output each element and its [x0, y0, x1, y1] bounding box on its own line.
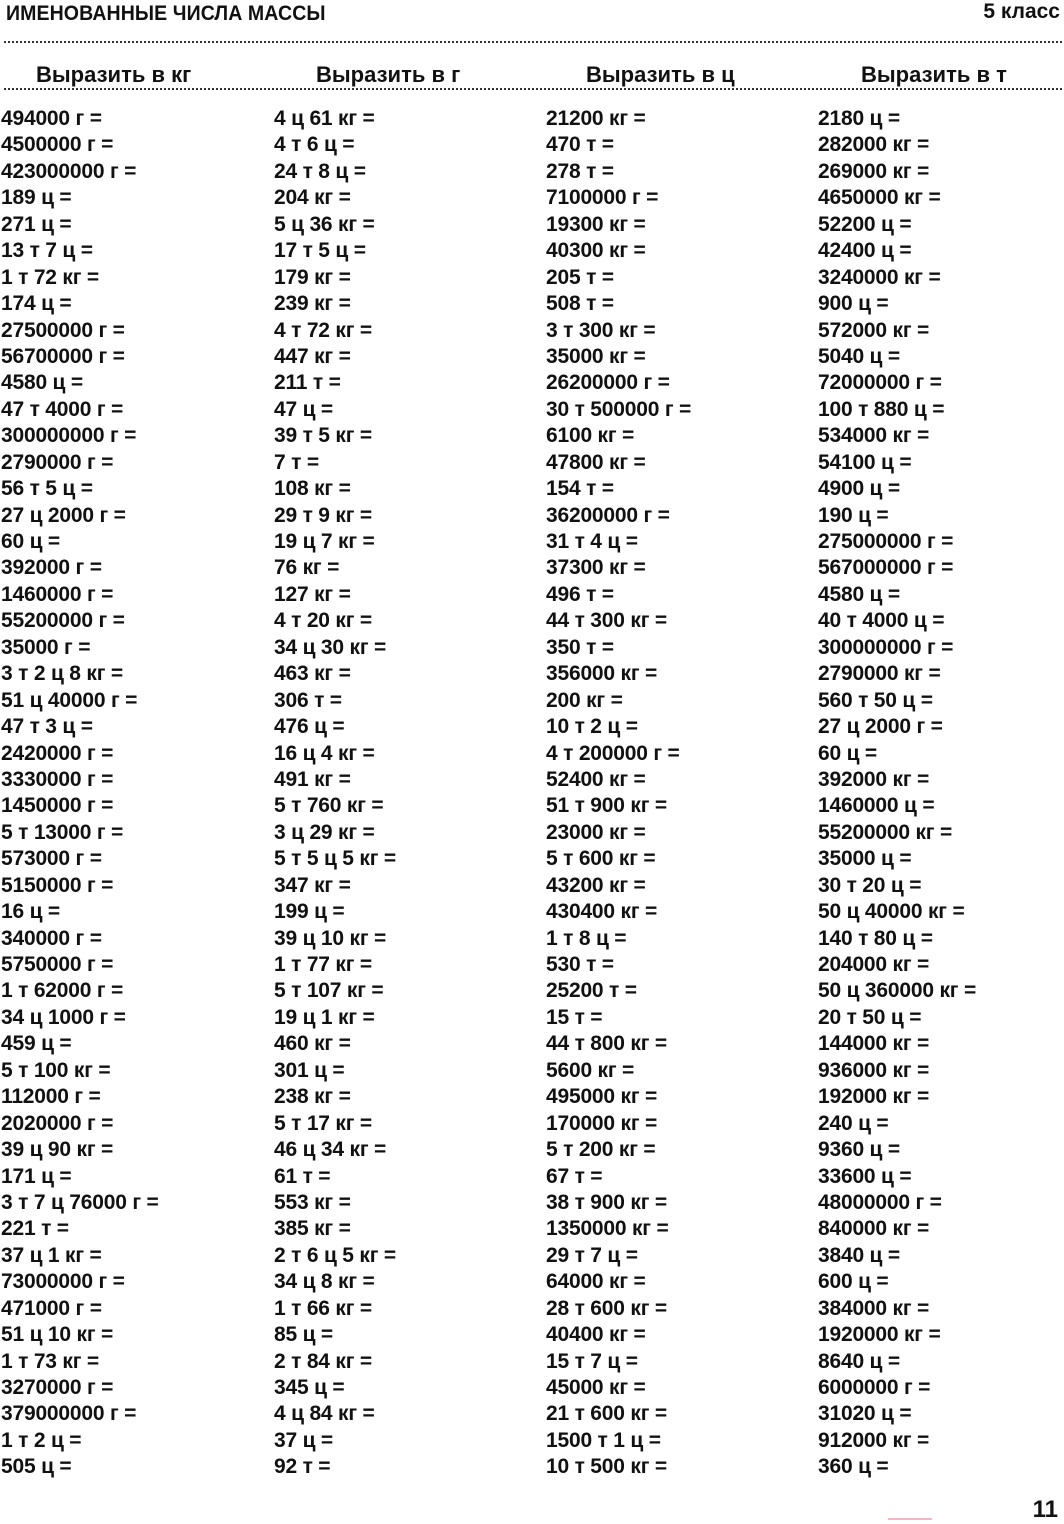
exercise-item: 5040 ц = [818, 344, 900, 368]
exercise-item: 900 ц = [818, 292, 889, 316]
exercise-item: 567000000 г = [818, 556, 954, 580]
exercise-item: 1 т 62000 г = [1, 979, 124, 1003]
exercise-item: 200 кг = [546, 688, 623, 712]
exercise-item: 15 т 7 ц = [546, 1349, 638, 1373]
exercise-item: 43200 кг = [546, 873, 646, 897]
exercise-item: 2790000 кг = [818, 662, 941, 686]
exercise-item: 238 кг = [274, 1085, 351, 1109]
exercise-item: 345 ц = [274, 1376, 345, 1399]
exercise-item: 51 ц 40000 г = [1, 688, 138, 712]
exercise-item: 48000000 г = [818, 1190, 942, 1214]
exercise-item: 52400 кг = [546, 767, 646, 791]
exercise-item: 64000 кг = [546, 1270, 646, 1294]
exercise-item: 51 ц 10 кг = [1, 1323, 114, 1347]
exercise-item: 496 т = [546, 582, 614, 606]
exercise-item: 39 ц 10 кг = [274, 926, 387, 950]
exercise-item: 29 т 7 ц = [546, 1243, 638, 1267]
exercise-item: 179 кг = [274, 265, 351, 289]
exercise-item: 92 т = [274, 1455, 331, 1479]
exercise-item: 4 т 20 кг = [274, 609, 372, 633]
exercise-item: 4 т 72 кг = [274, 318, 372, 342]
exercise-item: 34 ц 1000 г = [1, 1005, 126, 1029]
exercise-item: 2020000 г = [1, 1111, 114, 1135]
exercise-item: 350 т = [546, 635, 614, 659]
exercise-item: 2180 ц = [818, 107, 900, 130]
exercise-item: 5 т 200 кг = [546, 1138, 656, 1162]
exercise-item: 5150000 г = [1, 873, 114, 897]
exercise-item: 17 т 5 ц = [274, 239, 366, 263]
exercise-item: 44 т 800 кг = [546, 1032, 667, 1056]
exercise-item: 476 ц = [274, 715, 345, 739]
exercise-item: 10 т 2 ц = [546, 715, 638, 739]
exercise-item: 5750000 г = [1, 953, 114, 976]
exercise-item: 239 кг = [274, 292, 351, 316]
column-headers [0, 62, 1064, 90]
exercise-item: 1 т 77 кг = [274, 953, 372, 976]
exercise-item: 6000000 г = [818, 1376, 931, 1399]
exercise-item: 27500000 г = [1, 318, 125, 342]
exercise-item: 174 ц = [1, 292, 72, 316]
exercise-item: 4580 ц = [818, 582, 900, 606]
exercise-item: 2 т 84 кг = [274, 1349, 372, 1373]
exercise-item: 40400 кг = [546, 1323, 646, 1347]
exercise-item: 76 кг = [274, 556, 340, 580]
exercise-item: 3270000 г = [1, 1376, 114, 1399]
exercise-item: 530 т = [546, 953, 614, 976]
exercise-item: 16 ц = [1, 900, 61, 924]
exercise-item: 3 т 7 ц 76000 г = [1, 1190, 159, 1214]
exercise-item: 144000 кг = [818, 1032, 930, 1056]
exercise-item: 5 т 600 кг = [546, 847, 656, 871]
exercise-item: 47 т 3 ц = [1, 715, 93, 739]
exercise-item: 221 т = [1, 1217, 69, 1241]
exercise-item: 72000000 г = [818, 371, 942, 395]
exercise-item: 39 т 5 кг = [274, 424, 372, 448]
exercise-item: 73000000 г = [1, 1270, 125, 1294]
exercise-item: 192000 кг = [818, 1085, 930, 1109]
exercise-item: 37 ц 1 кг = [1, 1243, 102, 1267]
exercise-item: 21200 кг = [546, 107, 646, 130]
column-heading-g: Выразить в г [316, 62, 461, 87]
exercise-item: 3 ц 29 кг = [274, 820, 375, 844]
exercise-item: 1 т 73 кг = [1, 1349, 99, 1373]
exercise-item: 140 т 80 ц = [818, 926, 933, 950]
exercise-item: 33600 ц = [818, 1164, 912, 1188]
column-t [818, 106, 1064, 1481]
exercise-item: 356000 кг = [546, 662, 658, 686]
exercise-item: 447 кг = [274, 344, 351, 368]
exercise-item: 300000000 г = [818, 635, 954, 659]
exercise-item: 7100000 г = [546, 186, 659, 210]
exercise-item: 39 ц 90 кг = [1, 1138, 114, 1162]
exercise-item: 40300 кг = [546, 239, 646, 263]
exercise-item: 60 ц = [818, 741, 878, 765]
page-header [0, 0, 1064, 34]
exercise-item: 54100 ц = [818, 450, 912, 474]
column-c [546, 106, 816, 1481]
exercise-item: 34 ц 30 кг = [274, 635, 387, 659]
exercise-item: 4900 ц = [818, 477, 900, 501]
exercise-item: 47 т 4000 г = [1, 397, 124, 421]
exercise-item: 5 т 100 кг = [1, 1058, 111, 1082]
grade-label: 5 класс [983, 0, 1060, 23]
exercise-item: 56 т 5 ц = [1, 477, 93, 501]
exercise-item: 19 ц 1 кг = [274, 1005, 375, 1029]
exercise-item: 45000 кг = [546, 1376, 646, 1399]
exercise-item: 2420000 г = [1, 741, 114, 765]
column-heading-c: Выразить в ц [586, 62, 735, 87]
exercise-item: 4 ц 84 кг = [274, 1402, 375, 1426]
exercise-item: 190 ц = [818, 503, 889, 527]
exercise-item: 47800 кг = [546, 450, 646, 474]
exercise-item: 392000 кг = [818, 767, 930, 791]
exercise-item: 21 т 600 кг = [546, 1402, 667, 1426]
exercise-item: 1460000 ц = [818, 794, 935, 818]
exercise-item: 1 т 8 ц = [546, 926, 627, 950]
exercise-item: 4650000 кг = [818, 186, 941, 210]
exercise-item: 3330000 г = [1, 767, 114, 791]
exercise-item: 463 кг = [274, 662, 351, 686]
exercise-item: 171 ц = [1, 1164, 72, 1188]
exercise-item: 189 ц = [1, 186, 72, 210]
exercise-item: 423000000 г = [1, 159, 137, 183]
exercise-item: 470 т = [546, 133, 614, 157]
exercise-item: 13 т 7 ц = [1, 239, 93, 263]
exercise-item: 494000 г = [1, 107, 102, 130]
exercise-item: 25200 т = [546, 979, 637, 1003]
exercise-item: 31 т 4 ц = [546, 530, 638, 553]
exercise-item: 35000 кг = [546, 344, 646, 368]
exercise-item: 46 ц 34 кг = [274, 1138, 387, 1162]
exercise-item: 534000 кг = [818, 424, 930, 448]
exercise-item: 392000 г = [1, 556, 102, 580]
exercise-item: 1350000 кг = [546, 1217, 669, 1241]
exercise-item: 495000 кг = [546, 1085, 658, 1109]
exercise-item: 127 кг = [274, 582, 351, 606]
exercise-item: 278 т = [546, 159, 614, 183]
exercise-item: 56700000 г = [1, 344, 125, 368]
exercise-item: 23000 кг = [546, 820, 646, 844]
exercise-item: 505 ц = [1, 1455, 72, 1479]
exercise-item: 459 ц = [1, 1032, 72, 1056]
exercise-item: 269000 кг = [818, 159, 930, 183]
exercise-item: 460 кг = [274, 1032, 351, 1056]
page-number: 11 [1032, 1496, 1058, 1523]
exercise-item: 840000 кг = [818, 1217, 930, 1241]
exercise-item: 50 ц 360000 кг = [818, 979, 977, 1003]
exercise-item: 44 т 300 кг = [546, 609, 667, 633]
exercise-item: 67 т = [546, 1164, 603, 1188]
dotted-divider-headings [4, 88, 1062, 90]
exercise-item: 40 т 4000 ц = [818, 609, 945, 633]
dotted-divider-top [4, 41, 1062, 43]
exercise-item: 35000 г = [1, 635, 91, 659]
exercise-item: 51 т 900 кг = [546, 794, 667, 818]
exercise-item: 5 т 760 кг = [274, 794, 384, 818]
exercise-item: 24 т 8 ц = [274, 159, 366, 183]
exercise-item: 9360 ц = [818, 1138, 900, 1162]
exercise-item: 60 ц = [1, 530, 61, 553]
exercise-item: 600 ц = [818, 1270, 889, 1294]
exercise-item: 27 ц 2000 г = [818, 715, 943, 739]
exercise-item: 211 т = [274, 371, 341, 395]
column-kg [1, 106, 271, 1481]
exercise-item: 5 т 13000 г = [1, 820, 124, 844]
exercise-item: 5 т 5 ц 5 кг = [274, 847, 396, 871]
exercise-item: 6100 кг = [546, 424, 635, 448]
exercise-item: 379000000 г = [1, 1402, 137, 1426]
exercise-item: 573000 г = [1, 847, 102, 871]
exercise-item: 100 т 880 ц = [818, 397, 945, 421]
exercise-item: 55200000 кг = [818, 820, 953, 844]
exercise-item: 430400 кг = [546, 900, 658, 924]
exercise-item: 28 т 600 кг = [546, 1296, 667, 1320]
exercise-item: 300000000 г = [1, 424, 137, 448]
exercise-item: 384000 кг = [818, 1296, 930, 1320]
exercise-item: 170000 кг = [546, 1111, 658, 1135]
exercise-item: 30 т 500000 г = [546, 397, 692, 421]
exercise-item: 306 т = [274, 688, 342, 712]
exercise-item: 52200 ц = [818, 212, 912, 236]
exercise-item: 4580 ц = [1, 371, 83, 395]
exercise-item: 912000 кг = [818, 1428, 930, 1452]
exercise-item: 5 т 17 кг = [274, 1111, 372, 1135]
exercise-item: 42400 ц = [818, 239, 912, 263]
exercise-item: 3 т 300 кг = [546, 318, 656, 342]
exercise-item: 50 ц 40000 кг = [818, 900, 965, 924]
page-title: ИМЕНОВАННЫЕ ЧИСЛА МАССЫ [6, 2, 326, 25]
exercise-item: 5 т 107 кг = [274, 979, 384, 1003]
exercise-item: 275000000 г = [818, 530, 954, 553]
exercise-item: 10 т 500 кг = [546, 1455, 667, 1479]
exercise-item: 154 т = [546, 477, 614, 501]
exercise-item: 37 ц = [274, 1428, 334, 1452]
exercise-item: 19 ц 7 кг = [274, 530, 375, 553]
exercise-item: 26200000 г = [546, 371, 670, 395]
exercise-item: 4 т 200000 г = [546, 741, 680, 765]
exercise-item: 27 ц 2000 г = [1, 503, 126, 527]
exercise-item: 3 т 2 ц 8 кг = [1, 662, 123, 686]
column-heading-t: Выразить в т [861, 62, 1007, 87]
exercise-item: 2 т 6 ц 5 кг = [274, 1243, 396, 1267]
exercise-item: 572000 кг = [818, 318, 930, 342]
exercise-item: 4 т 6 ц = [274, 133, 355, 157]
exercise-item: 61 т = [274, 1164, 331, 1188]
exercise-item: 1460000 г = [1, 582, 114, 606]
exercise-item: 199 ц = [274, 900, 345, 924]
exercise-item: 360 ц = [818, 1455, 889, 1479]
exercise-item: 19300 кг = [546, 212, 646, 236]
column-heading-kg: Выразить в кг [36, 62, 192, 87]
exercise-item: 560 т 50 ц = [818, 688, 933, 712]
exercise-item: 38 т 900 кг = [546, 1190, 667, 1214]
exercise-item: 36200000 г = [546, 503, 670, 527]
exercise-item: 2790000 г = [1, 450, 114, 474]
exercise-item: 3840 ц = [818, 1243, 900, 1267]
exercise-item: 8640 ц = [818, 1349, 900, 1373]
exercise-item: 34 ц 8 кг = [274, 1270, 375, 1294]
exercise-item: 108 кг = [274, 477, 351, 501]
exercise-item: 37300 кг = [546, 556, 646, 580]
exercise-item: 271 ц = [1, 212, 72, 236]
exercise-item: 35000 ц = [818, 847, 912, 871]
exercise-item: 16 ц 4 кг = [274, 741, 375, 765]
exercise-item: 301 ц = [274, 1058, 345, 1082]
exercise-item: 1450000 г = [1, 794, 114, 818]
exercise-item: 204000 кг = [818, 953, 930, 976]
exercise-item: 347 кг = [274, 873, 351, 897]
exercise-item: 4 ц 61 кг = [274, 107, 375, 130]
exercise-item: 282000 кг = [818, 133, 930, 157]
page-mark-decoration [888, 1518, 932, 1520]
exercise-item: 1 т 66 кг = [274, 1296, 372, 1320]
exercise-item: 340000 г = [1, 926, 102, 950]
exercise-item: 29 т 9 кг = [274, 503, 372, 527]
exercise-item: 1500 т 1 ц = [546, 1428, 661, 1452]
exercise-item: 31020 ц = [818, 1402, 912, 1426]
exercise-item: 1920000 кг = [818, 1323, 941, 1347]
exercise-item: 204 кг = [274, 186, 351, 210]
exercise-item: 3240000 кг = [818, 265, 941, 289]
exercise-item: 55200000 г = [1, 609, 125, 633]
exercise-item: 553 кг = [274, 1190, 351, 1214]
exercise-item: 15 т = [546, 1005, 603, 1029]
exercise-item: 5 ц 36 кг = [274, 212, 375, 236]
exercise-item: 20 т 50 ц = [818, 1005, 922, 1029]
exercise-item: 112000 г = [1, 1085, 101, 1109]
exercise-item: 240 ц = [818, 1111, 889, 1135]
exercise-item: 1 т 2 ц = [1, 1428, 82, 1452]
exercise-item: 85 ц = [274, 1323, 334, 1347]
column-g [274, 106, 544, 1481]
exercise-item: 385 кг = [274, 1217, 351, 1241]
exercise-item: 7 т = [274, 450, 319, 474]
exercise-item: 30 т 20 ц = [818, 873, 922, 897]
exercise-item: 205 т = [546, 265, 614, 289]
exercise-item: 5600 кг = [546, 1058, 635, 1082]
exercise-item: 491 кг = [274, 767, 351, 791]
exercise-item: 936000 кг = [818, 1058, 930, 1082]
exercise-item: 4500000 г = [1, 133, 114, 157]
exercise-item: 1 т 72 кг = [1, 265, 99, 289]
exercise-item: 508 т = [546, 292, 614, 316]
exercise-item: 471000 г = [1, 1296, 102, 1320]
exercise-item: 47 ц = [274, 397, 334, 421]
